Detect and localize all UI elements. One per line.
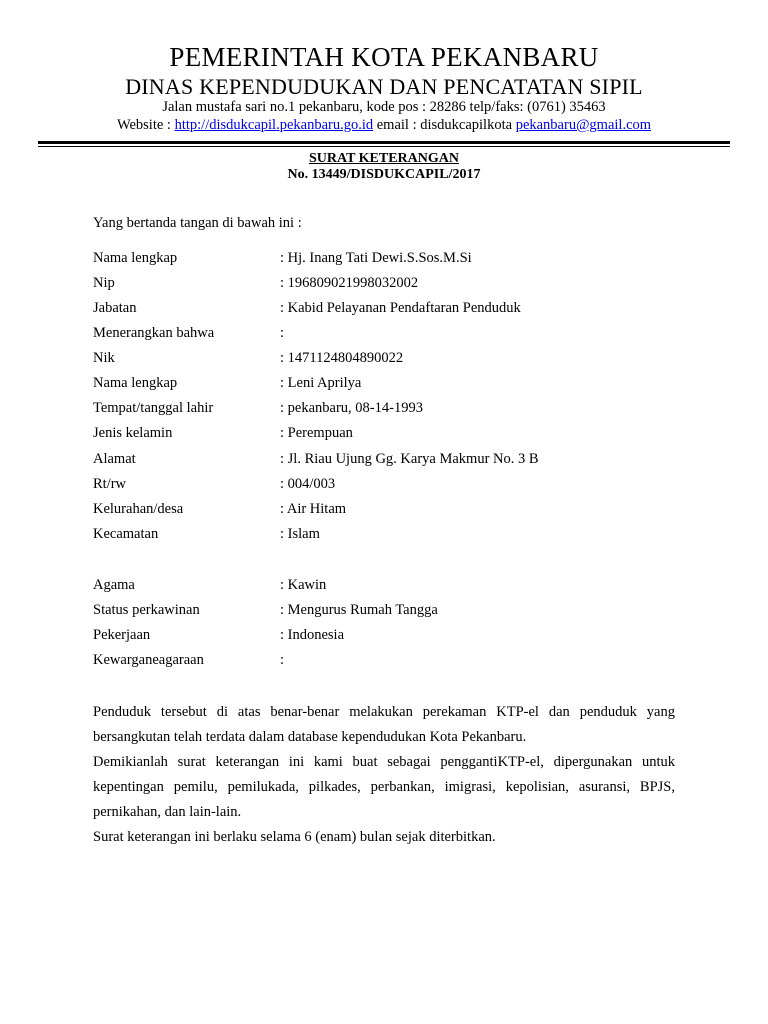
field-row [93, 248, 693, 268]
email-label: email : disdukcapilkota [373, 117, 516, 133]
field-label: Tempat/tanggal lahir [93, 400, 214, 416]
field-value: : Mengurus Rumah Tangga [280, 602, 438, 618]
field-label: Agama [93, 577, 135, 593]
field-value: : Indonesia [280, 627, 345, 643]
field-row [93, 398, 693, 418]
paragraph-validity-statement: Surat keterangan ini berlaku selama 6 (enam) bulan sejak diterbitkan. [93, 829, 496, 845]
field-row [93, 423, 693, 443]
field-label: Menerangkan bahwa [93, 325, 215, 341]
field-row [93, 499, 693, 519]
field-value: : Jl. Riau Ujung Gg. Karya Makmur No. 3 B [280, 451, 539, 467]
field-row [93, 600, 693, 620]
field-label: Status perkawinan [93, 602, 200, 618]
field-label: Alamat [93, 451, 136, 467]
government-title: PEMERINTAH KOTA PEKANBARU [169, 42, 599, 72]
email-link[interactable]: pekanbaru@gmail.com [515, 117, 652, 133]
document-number: No. 13449/DISDUKCAPIL/2017 [287, 167, 481, 182]
office-address: Jalan mustafa sari no.1 pekanbaru, kode pos : 28286 telp/faks: (0761) 35463 [162, 99, 606, 115]
field-value: : 196809021998032002 [280, 275, 419, 291]
field-row [93, 449, 693, 469]
field-row [93, 650, 693, 670]
field-value: : pekanbaru, 08-14-1993 [280, 400, 423, 416]
department-title: DINAS KEPENDUDUKAN DAN PENCATATAN SIPIL [125, 74, 643, 99]
field-row [93, 575, 693, 595]
field-label: Pekerjaan [93, 627, 151, 643]
field-row [93, 474, 693, 494]
website-label: Website : [116, 117, 175, 133]
field-label: Nip [93, 275, 115, 291]
field-label: Nik [93, 350, 115, 366]
field-value: : Perempuan [280, 425, 353, 441]
field-row [93, 273, 693, 293]
field-row [93, 323, 693, 343]
website-link[interactable]: http://disdukcapil.pekanbaru.go.id [174, 117, 374, 133]
field-label: Kecamatan [93, 526, 159, 542]
field-row [93, 348, 693, 368]
intro-text: Yang bertanda tangan di bawah ini : [93, 215, 302, 231]
field-value: : [280, 325, 285, 341]
field-label: Kelurahan/desa [93, 501, 184, 517]
paragraph-usage-statement: Demikianlah surat keterangan ini kami buat sebagai penggantiKTP-el, dipergunakan untuk kepentingan pemilu, pemilukada, pilkades, perbankan, imigrasi, kepolisian, asuransi, BPJS, pernikahan, dan lain-lain. [93, 754, 675, 820]
field-row [93, 524, 693, 544]
header-divider-thin [38, 146, 730, 147]
field-value: : Hj. Inang Tati Dewi.S.Sos.M.Si [280, 250, 472, 266]
document-title: SURAT KETERANGAN [308, 151, 459, 166]
field-value: : Islam [280, 526, 320, 542]
field-label: Rt/rw [93, 476, 127, 492]
field-value: : Leni Aprilya [280, 375, 362, 391]
field-value: : Kawin [280, 577, 327, 593]
field-label: Nama lengkap [93, 375, 178, 391]
field-value: : 1471124804890022 [280, 350, 404, 366]
field-label: Nama lengkap [93, 250, 178, 266]
paragraph-recording-statement: Penduduk tersebut di atas benar-benar melakukan perekaman KTP-el dan penduduk yang bersangkutan telah terdata dalam database kependudukan Kota Pekanbaru. [93, 704, 675, 745]
field-row [93, 373, 693, 393]
field-row [93, 298, 693, 318]
field-label: Kewarganeagaraan [93, 652, 204, 668]
field-label: Jenis kelamin [93, 425, 173, 441]
field-value: : Air Hitam [280, 501, 347, 517]
field-label: Jabatan [93, 300, 137, 316]
contact-line [0, 116, 768, 134]
field-row [93, 625, 693, 645]
field-value: : Kabid Pelayanan Pendaftaran Penduduk [280, 300, 521, 316]
header-divider-thick [38, 141, 730, 144]
field-value: : [280, 652, 285, 668]
field-value: : 004/003 [280, 476, 336, 492]
